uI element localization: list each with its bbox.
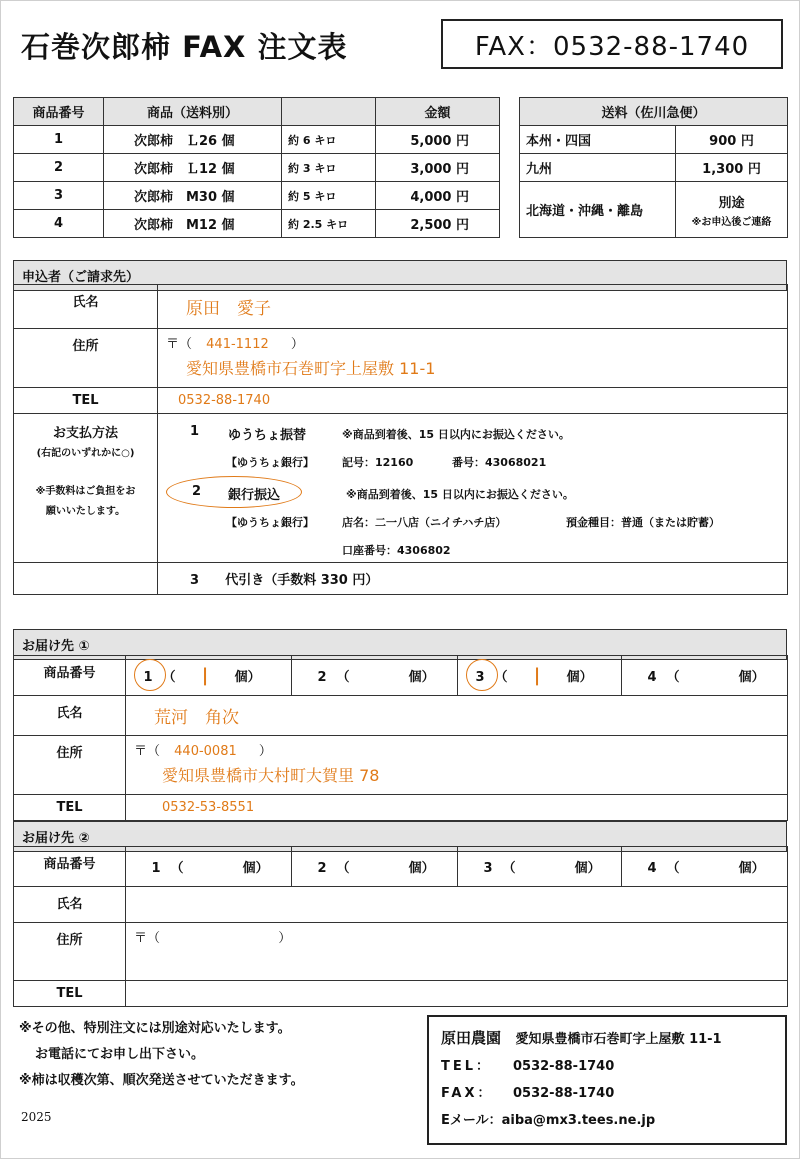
payment-sub: (右記のいずれかに○): [36, 448, 135, 459]
opt2-branch: 店名：二一八店（ニイチハチ店）: [342, 516, 507, 529]
item-qty-4[interactable]: [622, 656, 788, 696]
unit: 個）: [738, 861, 765, 876]
payment-option-3[interactable]: [158, 563, 788, 595]
product-price: 2,500 円: [376, 210, 500, 238]
opt1-bank: 【ゆうちょ銀行】: [226, 456, 314, 469]
shipping-fee: 1,300 円: [676, 154, 788, 182]
product-weight: 約 3 キロ: [282, 154, 376, 182]
unit: 個）: [242, 861, 269, 876]
payment-options: [158, 414, 788, 563]
item-no: 4: [647, 861, 657, 876]
unit: 個）: [408, 670, 435, 685]
open-paren: （: [170, 861, 184, 876]
opt3-name: 代引き（手数料 330 円）: [225, 573, 379, 588]
farm-tel-label: TEL：: [441, 1059, 493, 1074]
footer-note-3: ※柿は収穫次第、順次発送させていただきます。: [19, 1073, 304, 1088]
unit: 個）: [408, 861, 435, 876]
address-value: 愛知県豊橋市大村町大賀里 78: [162, 766, 380, 785]
open-paren: （: [502, 861, 516, 876]
dest1-name-value: 荒河 角次: [154, 708, 239, 728]
shipping-fee: 900 円: [676, 126, 788, 154]
opt2-no: 2: [192, 484, 202, 499]
name-label: 氏名: [14, 887, 126, 923]
name-field[interactable]: [126, 887, 788, 923]
tel-value: 0532-88-1740: [178, 393, 271, 408]
item-qty-2[interactable]: [292, 847, 458, 887]
item-no: 2: [317, 861, 327, 876]
payment-options-box: [158, 414, 787, 562]
shipping-header: 送料（佐川急便）: [520, 98, 788, 126]
postal-prefix: 〒（: [166, 337, 193, 352]
postal-suffix: ）: [258, 744, 272, 759]
opt1-symbol: 記号：12160: [342, 456, 414, 469]
item-no: 1: [143, 670, 153, 685]
farm-email-label: Eメール：: [441, 1113, 502, 1128]
name-field[interactable]: [126, 696, 788, 736]
applicant-name-value: 原田 愛子: [186, 299, 271, 319]
opt2-name[interactable]: 銀行振込: [228, 488, 281, 503]
item-no: 3: [475, 670, 485, 685]
opt1-number: 番号：43068021: [452, 456, 547, 469]
product-weight: 約 5 キロ: [282, 182, 376, 210]
open-paren: （: [162, 670, 176, 685]
opt2-type: 預金種目：普通（または貯蓄）: [566, 516, 720, 529]
address-field[interactable]: [126, 736, 788, 795]
payment-label-cell: [14, 414, 158, 563]
product-price: 5,000 円: [376, 126, 500, 154]
items-label: 商品番号: [14, 847, 126, 887]
tel-value: 0532-53-8551: [162, 800, 255, 815]
applicant-section-title: 申込者（ご請求先）: [13, 260, 787, 291]
product-name: 次郎柿 M12 個: [104, 210, 282, 238]
col-header: 金額: [376, 98, 500, 126]
postal-suffix: ）: [278, 931, 292, 946]
product-no: 4: [14, 210, 104, 238]
form-year: 2025: [21, 1110, 52, 1124]
opt1-no: 1: [190, 424, 200, 439]
applicant-table: [13, 284, 788, 595]
shipping-fee-cell: [676, 182, 788, 238]
product-no: 2: [14, 154, 104, 182]
table-row: [14, 182, 500, 210]
product-no: 1: [14, 126, 104, 154]
blank-cell: [14, 563, 158, 595]
shipping-region: 北海道・沖縄・離島: [520, 182, 676, 238]
name-label: 氏名: [14, 696, 126, 736]
address-label: 住所: [14, 736, 126, 795]
dest1-section-title: お届け先 ①: [13, 629, 787, 660]
postal-prefix: 〒（: [134, 744, 161, 759]
open-paren: （: [666, 670, 680, 685]
product-name: 次郎柿 Ｌ12 個: [104, 154, 282, 182]
farm-address: 愛知県豊橋市石巻町字上屋敷 11-1: [515, 1032, 722, 1047]
address-label: 住所: [14, 923, 126, 981]
opt2-account: 口座番号：4306802: [342, 544, 451, 557]
item-qty-value: |: [201, 665, 209, 686]
unit: 個）: [574, 861, 601, 876]
unit: 個）: [738, 670, 765, 685]
farm-fax-label: FAX：: [441, 1086, 494, 1101]
dest2-table: [13, 846, 788, 1007]
farm-email-value[interactable]: aiba@mx3.tees.ne.jp: [501, 1113, 656, 1128]
item-qty-1[interactable]: [126, 656, 292, 696]
table-row: [14, 154, 500, 182]
opt3-no: 3: [190, 573, 200, 588]
col-header: 商品番号: [14, 98, 104, 126]
product-table-header: [14, 98, 500, 126]
item-qty-3[interactable]: [458, 847, 622, 887]
address-value: 愛知県豊橋市石巻町字上屋敷 11-1: [186, 359, 436, 378]
tel-label: TEL: [14, 981, 126, 1007]
opt1-name[interactable]: ゆうちょ振替: [228, 428, 307, 443]
payment-label: お支払方法: [52, 426, 118, 441]
item-qty-2[interactable]: [292, 656, 458, 696]
product-no: 3: [14, 182, 104, 210]
product-name: 次郎柿 Ｌ26 個: [104, 126, 282, 154]
tel-field[interactable]: [158, 388, 788, 414]
item-no: 1: [151, 861, 161, 876]
open-paren: （: [666, 861, 680, 876]
item-qty-4[interactable]: [622, 847, 788, 887]
opt1-note: ※商品到着後、15 日以内にお振込ください。: [342, 428, 570, 441]
farm-tel-value: 0532-88-1740: [513, 1059, 615, 1074]
open-paren: （: [336, 861, 350, 876]
tel-label: TEL: [14, 795, 126, 821]
product-price: 4,000 円: [376, 182, 500, 210]
items-label: 商品番号: [14, 656, 126, 696]
footer-notes: [19, 1016, 304, 1094]
product-price: 3,000 円: [376, 154, 500, 182]
shipping-region: 本州・四国: [520, 126, 676, 154]
dest2-section-title: お届け先 ②: [13, 821, 787, 852]
footer-note-1: ※その他、特別注文には別途対応いたします。: [19, 1021, 291, 1036]
tel-label: TEL: [14, 388, 158, 414]
product-weight: 約 6 キロ: [282, 126, 376, 154]
tel-field[interactable]: [126, 981, 788, 1007]
farm-contact-box: [427, 1015, 787, 1145]
col-header: [282, 98, 376, 126]
product-name: 次郎柿 M30 個: [104, 182, 282, 210]
table-row: [520, 182, 788, 238]
table-row: [14, 210, 500, 238]
farm-name: 原田農園: [441, 1029, 502, 1047]
farm-fax-value: 0532-88-1740: [513, 1086, 615, 1101]
col-header: 商品（送料別）: [104, 98, 282, 126]
tel-field[interactable]: [126, 795, 788, 821]
address-field[interactable]: [158, 329, 788, 388]
shipping-fee: 別途: [718, 195, 745, 211]
open-paren: （: [494, 670, 508, 685]
payment-note-1: ※手数料はご負担をお: [35, 486, 136, 497]
postal-code-value: 441-1112: [206, 337, 269, 352]
name-label: 氏名: [14, 285, 158, 329]
selected-payment-circle: [166, 476, 302, 508]
table-row: [520, 126, 788, 154]
name-field[interactable]: [158, 285, 788, 329]
product-table: [13, 97, 500, 238]
item-qty-value: |: [533, 665, 541, 686]
table-row: [520, 154, 788, 182]
postal-code-value: 440-0081: [174, 744, 237, 759]
shipping-note: ※お申込後ご連絡: [691, 216, 772, 228]
item-no: 2: [317, 670, 327, 685]
form-title: 石巻次郎柿 FAX 注文表: [21, 30, 348, 64]
footer-note-2: お電話にてお申し出下さい。: [35, 1047, 205, 1062]
opt2-note: ※商品到着後、15 日以内にお振込ください。: [346, 488, 574, 501]
selected-item-circle: [466, 659, 498, 691]
unit: 個）: [234, 670, 261, 685]
open-paren: （: [336, 670, 350, 685]
selected-item-circle: [134, 659, 166, 691]
shipping-table: [519, 97, 788, 238]
dest1-table: [13, 655, 788, 821]
fax-number-box: FAX：0532-88-1740: [441, 19, 783, 69]
shipping-region: 九州: [520, 154, 676, 182]
unit: 個）: [566, 670, 593, 685]
postal-prefix: 〒（: [134, 931, 161, 946]
product-weight: 約 2.5 キロ: [282, 210, 376, 238]
address-label: 住所: [14, 329, 158, 388]
item-no: 4: [647, 670, 657, 685]
payment-note-2: 願いいたします。: [45, 506, 126, 517]
postal-suffix: ）: [290, 337, 304, 352]
table-row: [14, 126, 500, 154]
item-qty-3[interactable]: [458, 656, 622, 696]
opt2-bank: 【ゆうちょ銀行】: [226, 516, 314, 529]
item-no: 3: [483, 861, 493, 876]
item-qty-1[interactable]: [126, 847, 292, 887]
address-field[interactable]: [126, 923, 788, 981]
